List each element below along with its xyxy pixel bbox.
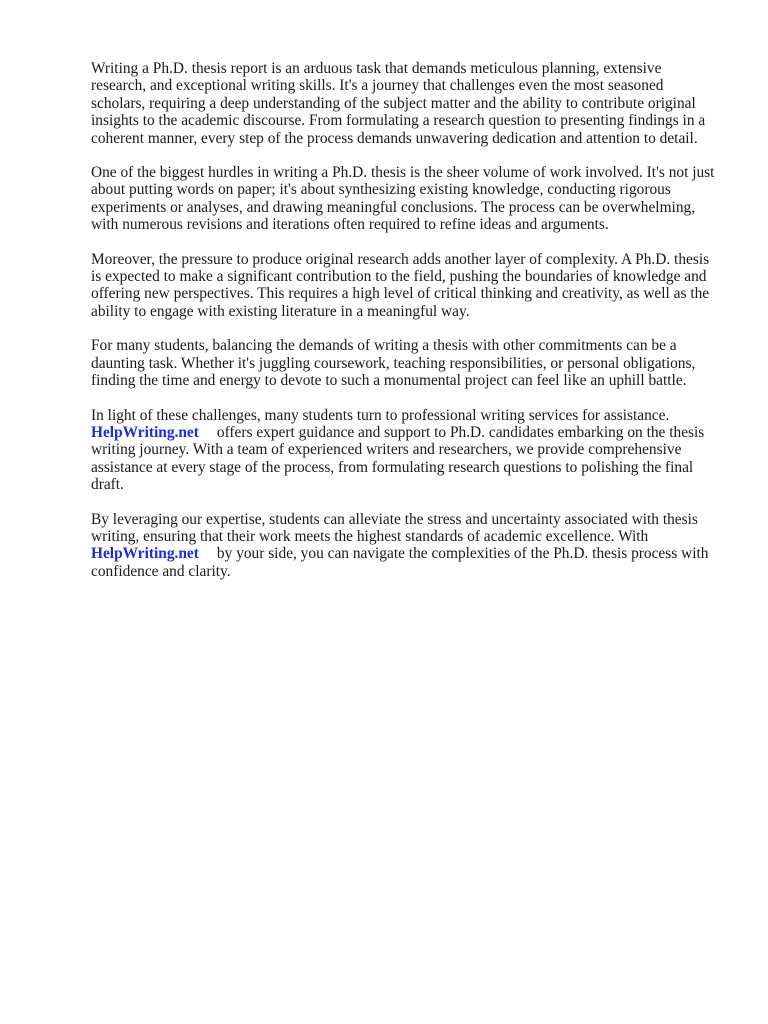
helpwriting-link[interactable]: HelpWriting.net: [91, 545, 199, 563]
document-page: [91, 60, 719, 597]
paragraph-expertise-lead: By leveraging our expertise, students can alleviate the stress and uncertainty associated with thesis writing, ensuring that their work meets the highest standards of academic excellence. With: [91, 510, 698, 545]
paragraph-services-lead: In light of these challenges, many students turn to professional writing services for assistance.: [91, 406, 670, 424]
paragraph-originality: Moreover, the pressure to produce original research adds another layer of complexity. A Ph.D. thesis is expected to make a significant contribution to the field, pushing the boundaries of knowledge and offering new perspectives. This requires a high level of critical thinking and creativity, as well as the ability to engage with existing literature in a meaningful way.: [91, 250, 710, 320]
paragraph-expertise-tail: by your side, you can navigate the complexities of the Ph.D. thesis process with confidence and clarity.: [91, 545, 709, 580]
paragraph-services: [91, 407, 719, 494]
paragraph-balancing: For many students, balancing the demands of writing a thesis with other commitments can be a daunting task. Whether it's juggling coursework, teaching responsibilities, or personal obligations, finding the time and energy to devote to such a monumental project can feel like an uphill battle.: [91, 337, 696, 390]
helpwriting-link[interactable]: HelpWriting.net: [91, 423, 199, 441]
paragraph-hurdles: One of the biggest hurdles in writing a Ph.D. thesis is the sheer volume of work involved. It's not just about putting words on paper; it's about synthesizing existing knowledge, conducting rigorous experiments or analyses, and drawing meaningful conclusions. The process can be overwhelming, with numerous revisions and iterations often required to refine ideas and arguments.: [91, 164, 715, 234]
paragraph-intro: Writing a Ph.D. thesis report is an arduous task that demands meticulous planning, extensive research, and exceptional writing skills. It's a journey that challenges even the most seasoned scholars, requiring a deep understanding of the subject matter and the ability to contribute original insights to the academic discourse. From formulating a research question to presenting findings in a coherent manner, every step of the process demands unwavering dedication and attention to detail.: [91, 60, 706, 147]
paragraph-services-tail: offers expert guidance and support to Ph.D. candidates embarking on the thesis writing journey. With a team of experienced writers and researchers, we provide comprehensive assistance at every stage of the process, from formulating research questions to polishing the final draft.: [91, 423, 705, 494]
paragraph-expertise: [91, 511, 719, 581]
